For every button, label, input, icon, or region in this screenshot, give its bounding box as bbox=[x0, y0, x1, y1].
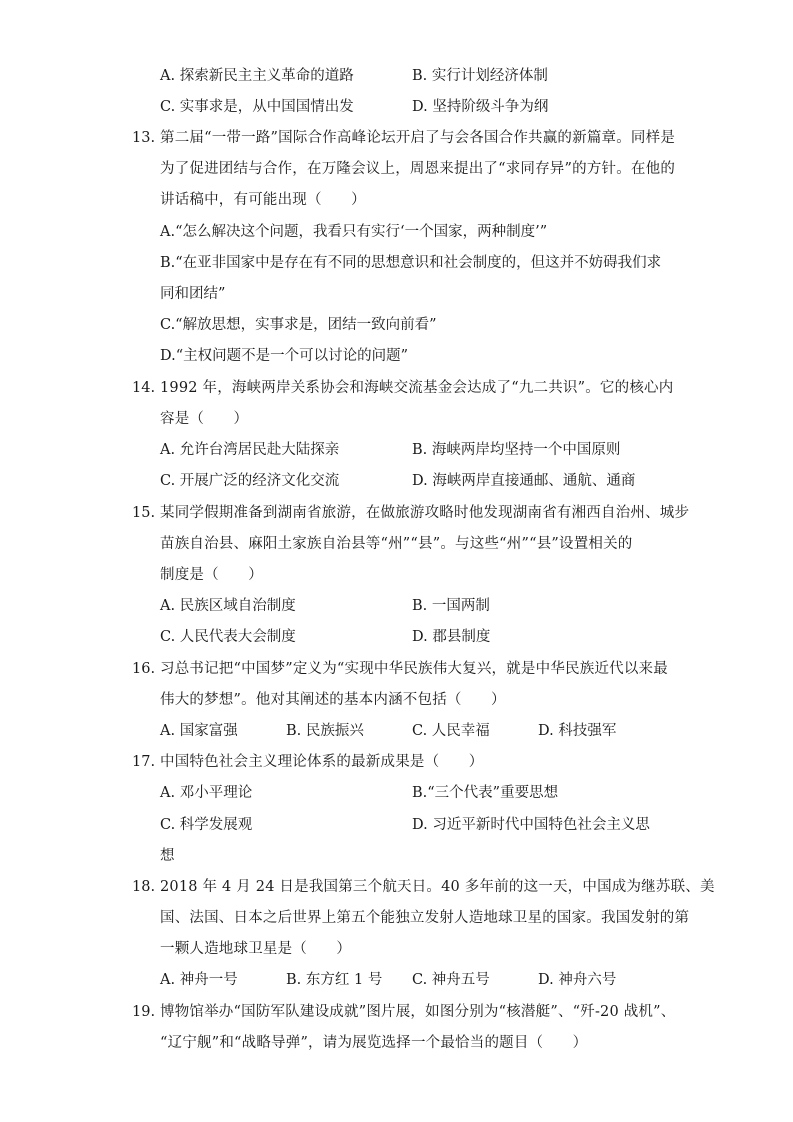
q18-stem-line-2: 国、法国、日本之后世界上第五个能独立发射人造地球卫星的国家。我国发射的第 bbox=[160, 910, 690, 926]
q16-number: 16. bbox=[132, 661, 156, 677]
q16-option-d: D. 科技强军 bbox=[538, 723, 617, 739]
q15-stem-line-2: 苗族自治县、麻阳土家族自治县等“州”“县”。与这些“州”“县”设置相关的 bbox=[160, 536, 633, 552]
q18-stem-line-1: 2018 年 4 月 24 日是我国第三个航天日。40 多年前的这一天，中国成为继苏联、美 bbox=[160, 879, 715, 895]
q18-option-c: C. 神舟五号 bbox=[412, 972, 490, 988]
q12-option-c: C. 实事求是，从中国国情出发 bbox=[160, 99, 354, 115]
q13-stem-line-3: 讲话稿中，有可能出现（ ） bbox=[160, 192, 366, 208]
q13-stem-line-1: 第二届“一带一路”国际合作高峰论坛开启了与会各国合作共赢的新篇章。同样是 bbox=[160, 130, 676, 146]
q13-stem-line-2: 为了促进团结与合作，在万隆会议上，周恩来提出了“求同存异”的方针。在他的 bbox=[160, 161, 676, 177]
q17-option-d-cont: 想 bbox=[160, 848, 175, 864]
q14-stem-line-2: 容是（ ） bbox=[160, 411, 249, 427]
q19-stem-line-1: 博物馆举办“国防军队建设成就”图片展，如图分别为“核潜艇”、“歼-20 战机”、 bbox=[160, 1004, 676, 1020]
q18-number: 18. bbox=[132, 879, 156, 895]
q13-option-b: B.“在亚非国家中是存在有不同的思想意识和社会制度的，但这并不妨碍我们求 bbox=[160, 255, 662, 271]
q12-option-a: A. 探索新民主主义革命的道路 bbox=[160, 68, 354, 84]
q18-option-b: B. 东方红 1 号 bbox=[286, 972, 383, 988]
q13-option-d: D.“主权问题不是一个可以讨论的问题” bbox=[160, 348, 409, 364]
q19-number: 19. bbox=[132, 1004, 156, 1020]
q13-option-a: A.“怎么解决这个问题，我看只有实行‘一个国家，两种制度’” bbox=[160, 224, 548, 240]
q18-stem-line-3: 一颗人造地球卫星是（ ） bbox=[160, 941, 352, 957]
q19-stem-line-2: “辽宁舰”和“战略导弹”，请为展览选择一个最恰当的题目（ ） bbox=[160, 1035, 588, 1051]
q17-option-d: D. 习近平新时代中国特色社会主义思 bbox=[412, 817, 650, 833]
q18-option-a: A. 神舟一号 bbox=[160, 972, 238, 988]
q16-option-b: B. 民族振兴 bbox=[286, 723, 364, 739]
q13-option-c: C.“解放思想，实事求是，团结一致向前看” bbox=[160, 317, 437, 333]
q12-option-b: B. 实行计划经济体制 bbox=[412, 68, 548, 84]
q13-option-b-cont: 同和团结” bbox=[160, 286, 226, 302]
q14-option-a: A. 允许台湾居民赴大陆探亲 bbox=[160, 442, 340, 458]
q14-option-b: B. 海峡两岸均坚持一个中国原则 bbox=[412, 442, 621, 458]
q15-stem-line-1: 某同学假期准备到湖南省旅游，在做旅游攻略时他发现湖南省有湘西自治州、城步 bbox=[160, 505, 690, 521]
q17-number: 17. bbox=[132, 754, 156, 770]
q14-option-d: D. 海峡两岸直接通邮、通航、通商 bbox=[412, 473, 636, 489]
q12-option-d: D. 坚持阶级斗争为纲 bbox=[412, 99, 549, 115]
q15-option-a: A. 民族区域自治制度 bbox=[160, 598, 296, 614]
q18-option-d: D. 神舟六号 bbox=[538, 972, 617, 988]
q16-stem-line-2: 伟大的梦想”。他对其阐述的基本内涵不包括（ ） bbox=[160, 692, 506, 708]
q14-option-c: C. 开展广泛的经济文化交流 bbox=[160, 473, 340, 489]
q13-number: 13. bbox=[132, 130, 156, 146]
q15-option-b: B. 一国两制 bbox=[412, 598, 490, 614]
q14-stem-line-1: 1992 年，海峡两岸关系协会和海峡交流基金会达成了“九二共识”。它的核心内 bbox=[160, 380, 674, 396]
q16-stem-line-1: 习总书记把“中国梦”定义为“实现中华民族伟大复兴，就是中华民族近代以来最 bbox=[160, 661, 668, 677]
q14-number: 14. bbox=[132, 380, 156, 396]
q16-option-c: C. 人民幸福 bbox=[412, 723, 490, 739]
q17-option-c: C. 科学发展观 bbox=[160, 817, 253, 833]
q16-option-a: A. 国家富强 bbox=[160, 723, 238, 739]
q15-option-d: D. 郡县制度 bbox=[412, 629, 491, 645]
q15-number: 15. bbox=[132, 505, 156, 521]
q15-stem-line-3: 制度是（ ） bbox=[160, 567, 263, 583]
q17-option-a: A. 邓小平理论 bbox=[160, 785, 253, 801]
q15-option-c: C. 人民代表大会制度 bbox=[160, 629, 296, 645]
q17-option-b: B.“三个代表”重要思想 bbox=[412, 785, 559, 801]
q17-stem-line-1: 中国特色社会主义理论体系的最新成果是（ ） bbox=[160, 754, 484, 770]
